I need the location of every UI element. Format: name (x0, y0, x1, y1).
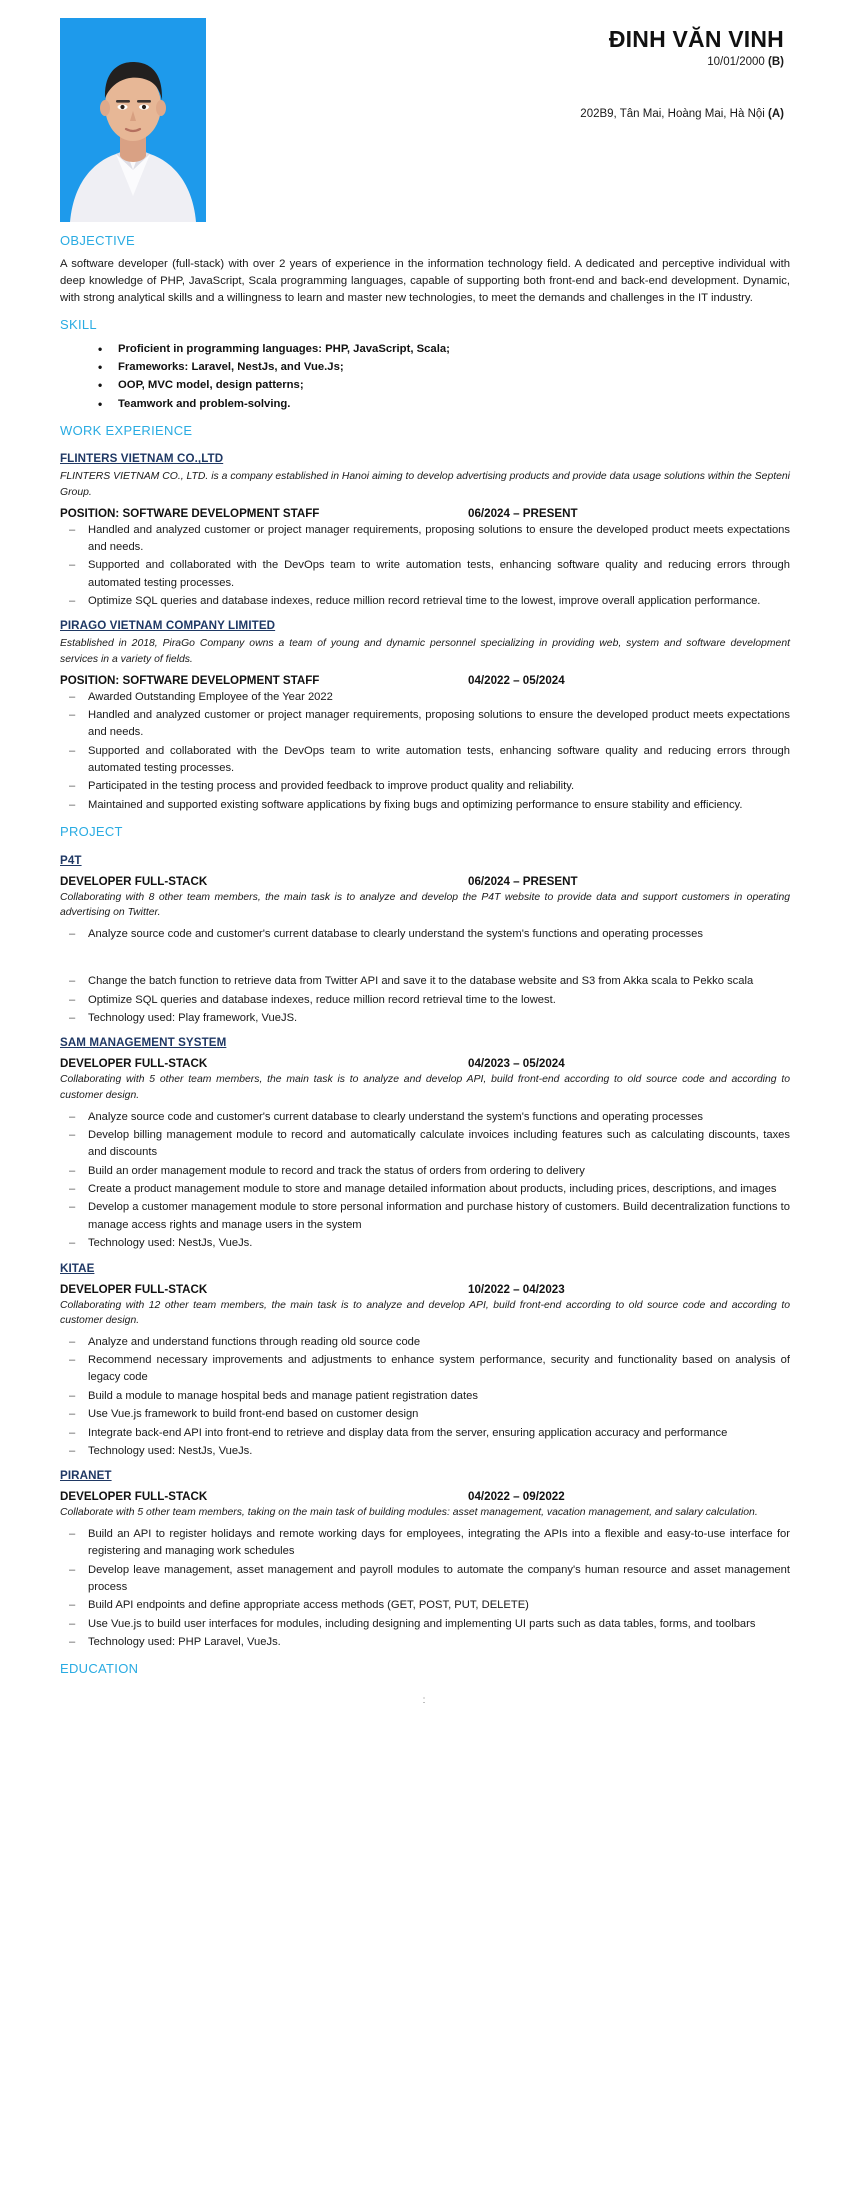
project-date-range: 04/2023 – 05/2024 (468, 1057, 565, 1071)
page-title: ĐINH VĂN VINH (608, 26, 784, 52)
work-experience-entry (60, 445, 790, 610)
project-description: Collaborate with 5 other team members, taking on the main task of building modules: asset management, vacation management, and salary calculation. (60, 1507, 758, 1519)
list-item: – Analyze source code and customer's current database to clearly understand the system's functions and operating processes (86, 1109, 790, 1126)
bullet-list (60, 689, 790, 815)
resume-header (60, 18, 790, 223)
dob-value: 10/01/2000 (707, 56, 765, 69)
bullet-list (60, 1334, 790, 1461)
list-item: – Use Vue.js to build user interfaces for modules, including designing and implementing UI parts such as data tables, forms, and toolbars (86, 1616, 790, 1633)
list-item: – Develop billing management module to record and automatically calculate invoices including features such as calculating discounts, taxes and discounts (86, 1127, 790, 1162)
project-description: Collaborating with 8 other team members, the main task is to analyze and develop the P4T website to provide data and support customers in operating advertising on Twitter. (60, 891, 790, 919)
dob-tag: (B) (768, 56, 784, 69)
list-item: – Build an API to register holidays and remote working days for employees, integrating the APIs into a flexible and easy-to-use interface for registering and managing work schedules (86, 1526, 790, 1561)
list-item: • OOP, MVC model, design patterns; (118, 376, 790, 394)
section-heading-work-experience: WORK EXPERIENCE (60, 422, 193, 438)
avatar (60, 18, 206, 222)
list-item: – Recommend necessary improvements and adjustments to enhance system performance, security and functionality based on analysis of legacy code (86, 1352, 790, 1387)
list-item: – Build an order management module to record and track the status of orders from ordering to delivery (86, 1163, 790, 1180)
list-item: – Optimize SQL queries and database indexes, reduce million record retrieval time to the lowest. (86, 992, 790, 1009)
list-item: – Supported and collaborated with the DevOps team to write automation tests, enhancing software quality and reducing errors through automated testing processes. (86, 557, 790, 592)
company-name[interactable]: PIRAGO VIETNAM COMPANY LIMITED (60, 619, 276, 633)
project-entry (60, 847, 790, 1028)
company-description: Established in 2018, PiraGo Company owns a team of young and dynamic personnel specializing in providing web, system and software development services in a variety of fields. (60, 638, 790, 666)
address-value: 202B9, Tân Mai, Hoàng Mai, Hà Nội (580, 108, 765, 121)
bullet-list (60, 1109, 790, 1253)
list-item: – Develop a customer management module to store personal information and purchase history of customers. Build decentralization functions to manage access rights and manage users in the system (86, 1199, 790, 1234)
list-item: – Build API endpoints and define appropriate access methods (GET, POST, PUT, DELETE) (86, 1597, 790, 1614)
project-role: DEVELOPER FULL-STACK (60, 1282, 208, 1296)
list-item: – Handled and analyzed customer or project manager requirements, proposing solutions to ensure the developed product meets expectations and needs. (86, 707, 790, 742)
project-description: Collaborating with 12 other team members, the main task is to analyze and develop API, build front-end according to old source code and according to customer design. (60, 1299, 790, 1327)
company-description: FLINTERS VIETNAM CO., LTD. is a company established in Hanoi aiming to develop advertising products and provide data usage solutions within the Septeni Group. (60, 471, 790, 499)
list-item: – Integrate back-end API into front-end to retrieve and display data from the server, ensuring application accuracy and performance (86, 1425, 790, 1442)
project-role-row (60, 1283, 790, 1296)
address (206, 108, 784, 120)
list-item: – Analyze source code and customer's current database to clearly understand the system's functions and operating processes (86, 926, 790, 943)
project-description: Collaborating with 5 other team members, the main task is to analyze and develop API, build front-end according to old source code and according to customer design. (60, 1074, 790, 1102)
bullet-list (60, 1526, 790, 1652)
project-name[interactable]: PIRANET (60, 1469, 112, 1483)
list-item: • Proficient in programming languages: PHP, JavaScript, Scala; (118, 340, 790, 358)
list-item: – Participated in the testing process and provided feedback to improve product quality and reliability. (86, 778, 790, 795)
objective-text: A software developer (full-stack) with over 2 years of experience in the information technology field. A dedicated and perceptive individual with deep knowledge of PHP, JavaScript, Scala programming languages, capable of supporting both front-end and back-end development. Dynamic, with strong analytical skills and a willingness to learn and master new technologies, to meet the demands and challenges in the IT industry. (60, 257, 790, 304)
project-date-range: 10/2022 – 04/2023 (468, 1282, 565, 1296)
address-tag: (A) (768, 108, 784, 121)
position-date-range: 04/2022 – 05/2024 (468, 673, 565, 687)
list-item: • Frameworks: Laravel, NestJs, and Vue.Js; (118, 358, 790, 376)
project-role: DEVELOPER FULL-STACK (60, 874, 208, 888)
list-item: – Awarded Outstanding Employee of the Year 2022 (86, 689, 790, 706)
section-heading-education: EDUCATION (60, 1661, 139, 1677)
project-name[interactable]: SAM MANAGEMENT SYSTEM (60, 1036, 227, 1050)
list-item: – Technology used: NestJs, VueJs. (86, 1235, 790, 1252)
list-item: – Develop leave management, asset management and payroll modules to automate the company's human resource and asset management process (86, 1562, 790, 1597)
bullet-list (60, 522, 790, 611)
position-title: POSITION: SOFTWARE DEVELOPMENT STAFF (60, 673, 320, 687)
project-entry (60, 1029, 790, 1252)
skill-list (60, 340, 790, 413)
work-experience-container (60, 445, 790, 814)
project-entry (60, 1462, 790, 1651)
project-name[interactable]: KITAE (60, 1261, 95, 1275)
project-role: DEVELOPER FULL-STACK (60, 1057, 208, 1071)
project-date-range: 06/2024 – PRESENT (468, 874, 578, 888)
bullet-list (60, 926, 790, 1027)
work-experience-entry (60, 612, 790, 814)
position-date-range: 06/2024 – PRESENT (468, 506, 578, 520)
position-title: POSITION: SOFTWARE DEVELOPMENT STAFF (60, 506, 320, 520)
project-entry (60, 1255, 790, 1461)
project-role-row (60, 1490, 790, 1503)
list-item: – Create a product management module to store and manage detailed information about products, including prices, descriptions, and images (86, 1181, 790, 1198)
list-item: – Change the batch function to retrieve data from Twitter API and save it to the database website and S3 from Akka scala to Pekko scala (86, 973, 790, 990)
list-item: – Technology used: PHP Laravel, VueJs. (86, 1634, 790, 1651)
education-placeholder: : (422, 1694, 428, 1706)
list-item: – Use Vue.js framework to build front-end based on customer design (86, 1406, 790, 1423)
list-item: – Technology used: Play framework, VueJS. (86, 1010, 790, 1027)
date-of-birth (206, 56, 784, 68)
project-role: DEVELOPER FULL-STACK (60, 1490, 208, 1504)
list-item: – Maintained and supported existing software applications by fixing bugs and optimizing performance to ensure stability and efficiency. (86, 797, 790, 814)
position-row (60, 674, 790, 687)
section-heading-skill: SKILL (60, 317, 97, 333)
identity-block (206, 18, 790, 120)
list-item: • Teamwork and problem-solving. (118, 395, 790, 413)
project-role-row (60, 875, 790, 888)
list-item: – Handled and analyzed customer or project manager requirements, proposing solutions to ensure the developed product meets expectations and needs. (86, 522, 790, 557)
list-item: – Build a module to manage hospital beds and manage patient registration dates (86, 1388, 790, 1405)
project-date-range: 04/2022 – 09/2022 (468, 1490, 565, 1504)
section-heading-objective: OBJECTIVE (60, 233, 135, 248)
list-item: – Technology used: NestJs, VueJs. (86, 1443, 790, 1460)
company-name[interactable]: FLINTERS VIETNAM CO.,LTD (60, 452, 224, 466)
portrait-photo-icon (60, 18, 206, 222)
section-heading-project: PROJECT (60, 824, 123, 840)
project-container (60, 847, 790, 1652)
project-name[interactable]: P4T (60, 853, 82, 867)
list-item: – Analyze and understand functions through reading old source code (86, 1334, 790, 1351)
list-item: – Supported and collaborated with the DevOps team to write automation tests, enhancing software quality and reducing errors through automated testing processes. (86, 743, 790, 778)
list-item: – Optimize SQL queries and database indexes, reduce million record retrieval time to the lowest, improve overall application performance. (86, 593, 790, 610)
position-row (60, 507, 790, 520)
project-role-row (60, 1057, 790, 1070)
